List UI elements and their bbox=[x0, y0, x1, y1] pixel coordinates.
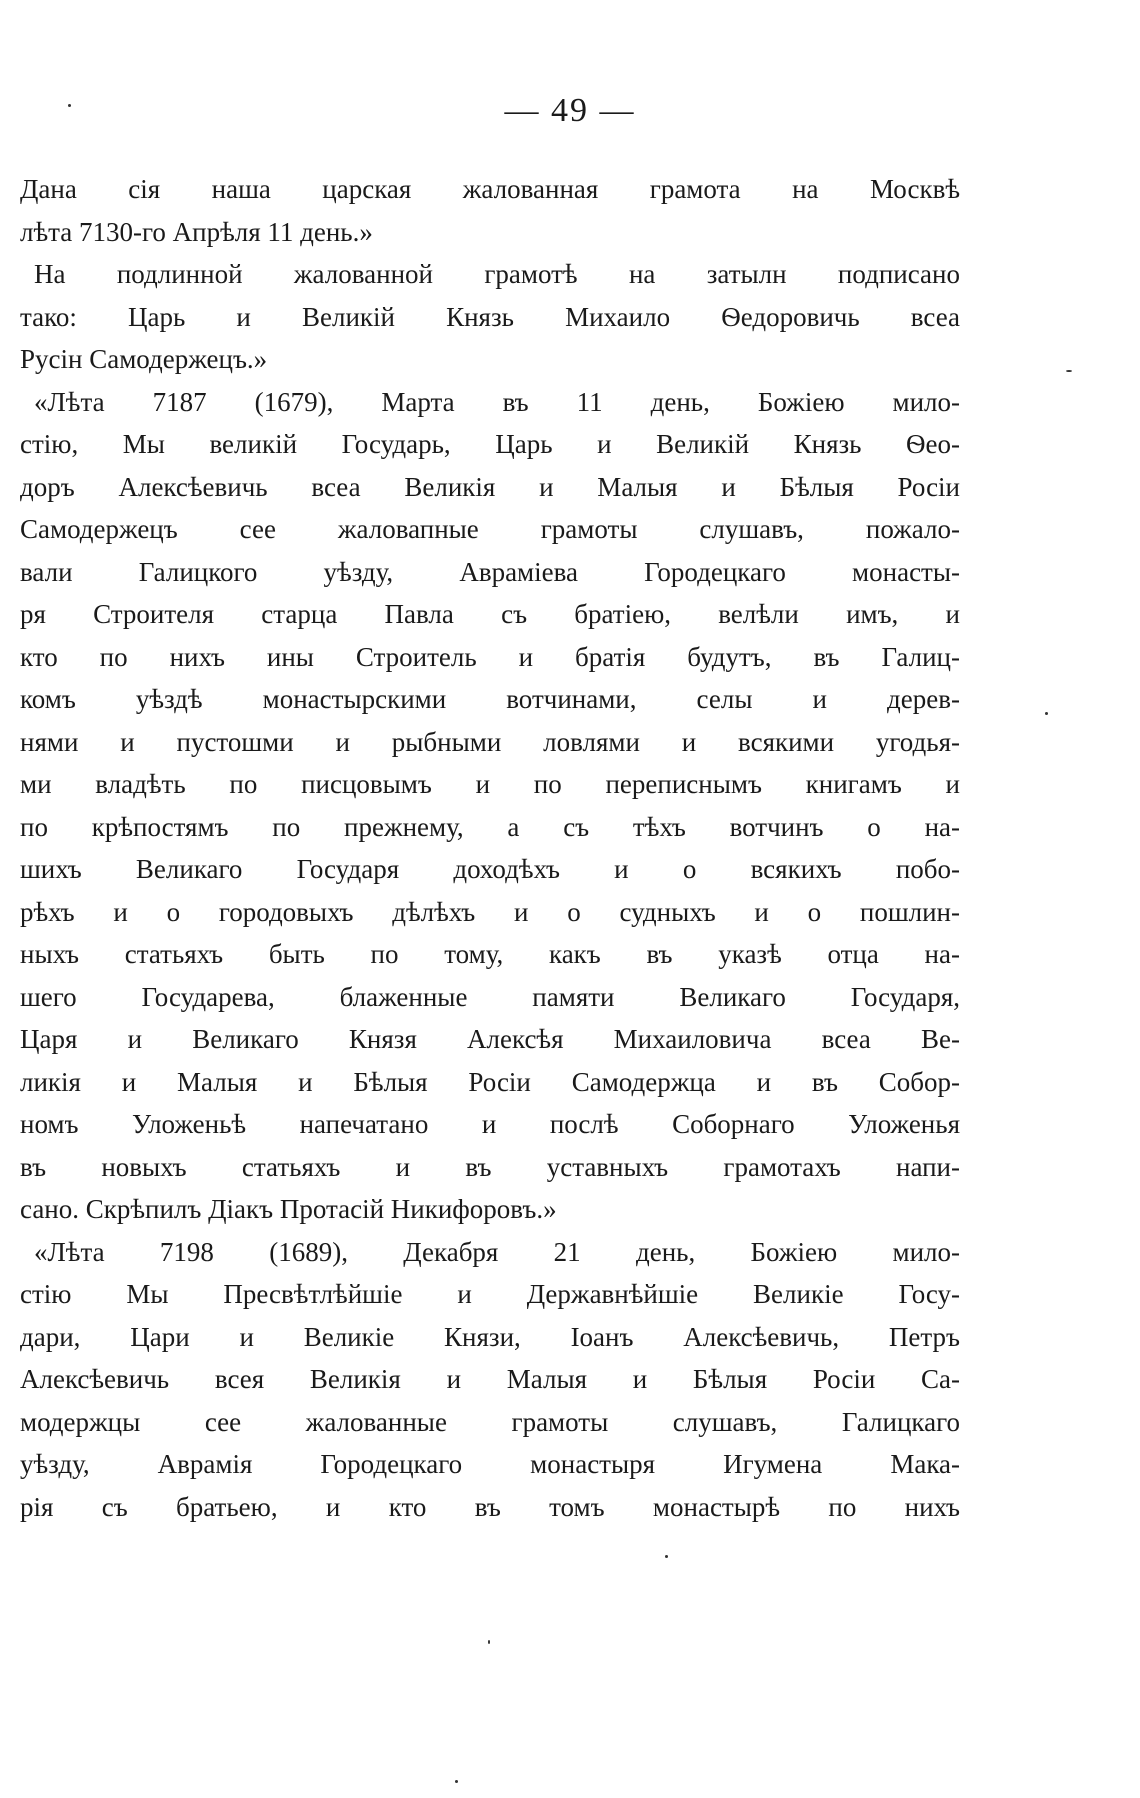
text-line: стію Мы Пресвѣтлѣйшіе и Державнѣйшіе Великіе Госу- bbox=[20, 1279, 960, 1309]
text-line: по крѣпостямъ по прежнему, а съ тѣхъ вотчинъ о на- bbox=[20, 811, 960, 842]
scan-speck bbox=[665, 1555, 668, 1558]
text-line: кто по нихъ ины Строитель и братія будутъ, въ Галиц- bbox=[20, 641, 960, 672]
text-line: тако: Царь и Великій Князь Михаило Ѳедоровичь всеа bbox=[20, 301, 960, 332]
text-line: Дана сія наша царская жалованная грамота на Москвѣ bbox=[20, 174, 960, 204]
text-line: модержцы сее жалованные грамоты слушавъ, Галицкаго bbox=[20, 1406, 960, 1437]
text-line: сано. Скрѣпилъ Діакъ Протасій Никифоровъ.» bbox=[20, 1194, 557, 1224]
text-line: уѣзду, Аврамія Городецкаго монастыря Игумена Мака- bbox=[20, 1449, 960, 1479]
body-text bbox=[20, 168, 960, 1528]
text-line: На подлинной жалованной грамотѣ на затылн подписано bbox=[34, 259, 960, 289]
text-line: «Лѣта 7187 (1679), Марта въ 11 день, Божіею мило- bbox=[34, 386, 960, 417]
text-line: комъ уѣздѣ монастырскими вотчинами, селы и дерев- bbox=[20, 684, 960, 714]
scan-speck bbox=[1045, 712, 1048, 715]
text-line: въ новыхъ статьяхъ и въ уставныхъ грамотахъ напи- bbox=[20, 1151, 960, 1182]
text-line: ми владѣть по писцовымъ и по переписнымъ книгамъ и bbox=[20, 769, 960, 799]
text-line: рія съ братьею, и кто въ томъ монастырѣ по нихъ bbox=[20, 1491, 960, 1522]
text-line: ныхъ статьяхъ быть по тому, какъ въ указѣ отца на- bbox=[20, 939, 960, 969]
text-line: нями и пустошми и рыбными ловлями и всякими угодья- bbox=[20, 726, 960, 757]
text-line: шего Государева, блаженные памяти Великаго Государя, bbox=[20, 981, 960, 1012]
text-line: шихъ Великаго Государя доходѣхъ и о всякихъ побо- bbox=[20, 854, 960, 884]
text-line: рѣхъ и о городовыхъ дѣлѣхъ и о судныхъ и о пошлин- bbox=[20, 896, 960, 927]
text-line: Самодержецъ сее жаловапные грамоты слушавъ, пожало- bbox=[20, 514, 960, 544]
text-line: ря Строителя старца Павла съ братіею, велѣли имъ, и bbox=[20, 599, 960, 629]
scan-speck bbox=[68, 104, 71, 107]
text-line: вали Галицкого уѣзду, Авраміева Городецкаго монасты- bbox=[20, 556, 960, 587]
scan-speck bbox=[455, 1780, 458, 1783]
scan-speck bbox=[1066, 370, 1072, 372]
text-line: «Лѣта 7198 (1689), Декабря 21 день, Божіею мило- bbox=[34, 1236, 960, 1267]
scan-speck bbox=[488, 1640, 490, 1644]
text-line: дари, Цари и Великіе Князи, Іоанъ Алексѣевичь, Петръ bbox=[20, 1321, 960, 1352]
page-number: — 49 — bbox=[504, 92, 636, 129]
text-line: стію, Мы великій Государь, Царь и Великій Князь Ѳео- bbox=[20, 429, 960, 459]
text-line: лѣта 7130-го Апрѣля 11 день.» bbox=[20, 216, 373, 247]
text-line: Алексѣевичь всея Великія и Малыя и Бѣлыя Росіи Са- bbox=[20, 1364, 960, 1394]
text-line: ликія и Малыя и Бѣлыя Росіи Самодержца и въ Собор- bbox=[20, 1066, 960, 1097]
text-line: Царя и Великаго Князя Алексѣя Михаиловича всеа Ве- bbox=[20, 1024, 960, 1054]
text-line: Русін Самодержецъ.» bbox=[20, 344, 268, 374]
text-line: номъ Уложеньѣ напечатано и послѣ Соборнаго Уложенья bbox=[20, 1109, 960, 1139]
text-line: доръ Алексѣевичь всеа Великія и Малыя и Бѣлыя Росіи bbox=[20, 471, 960, 502]
